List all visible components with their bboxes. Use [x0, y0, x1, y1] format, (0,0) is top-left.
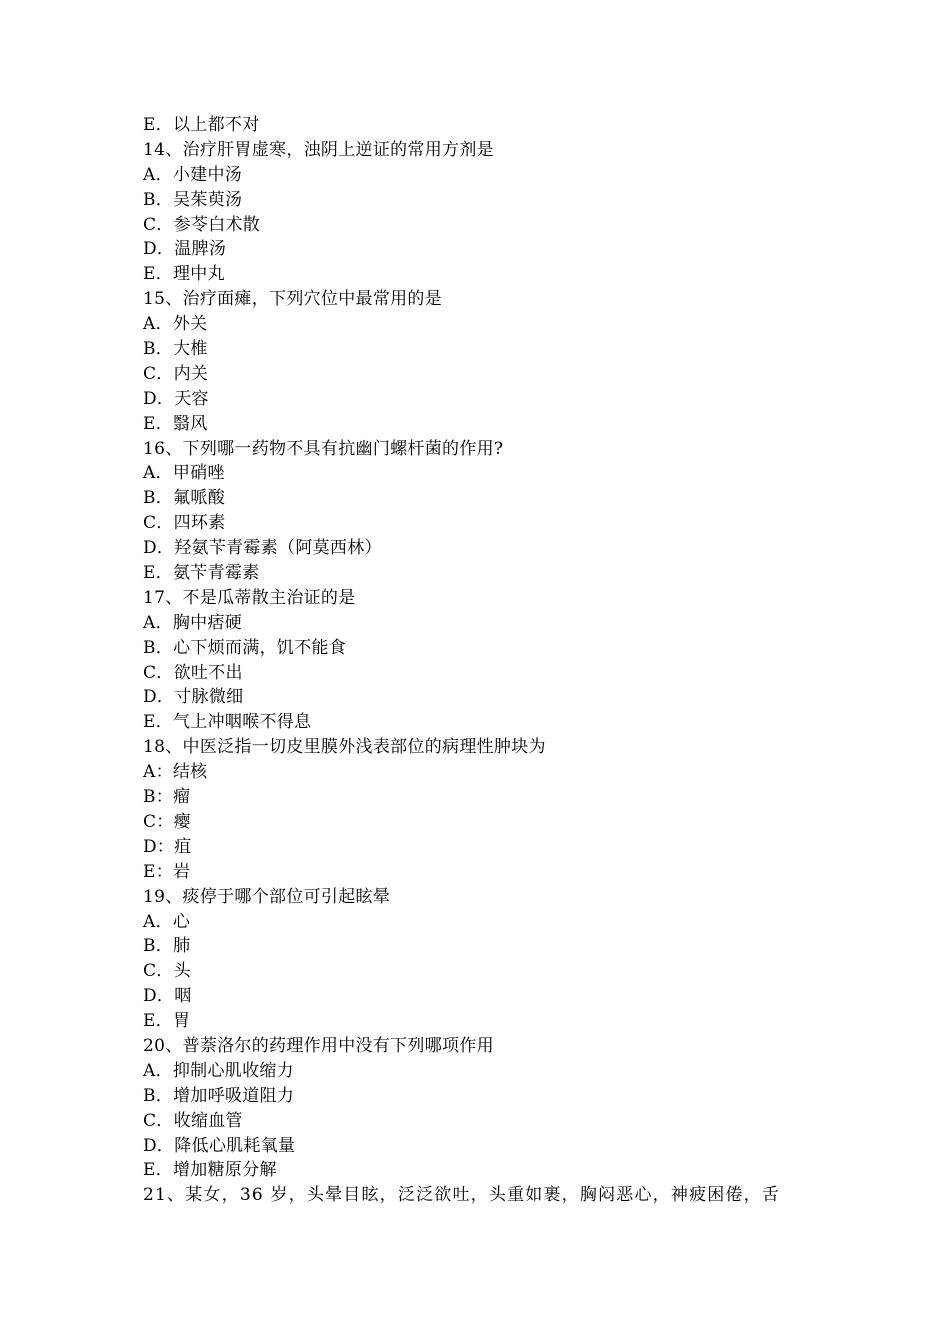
option-line: B．肺 [143, 936, 191, 957]
question-line: 14、治疗肝胃虚寒，浊阴上逆证的常用方剂是 [143, 139, 494, 160]
option-line: A．抑制心肌收缩力 [143, 1060, 294, 1081]
option-line: B．心下烦而满，饥不能食 [143, 637, 347, 658]
question-line: 19、痰停于哪个部位可引起眩晕 [143, 886, 391, 907]
option-line: D．温脾汤 [143, 239, 227, 260]
option-line: B：瘤 [143, 787, 191, 808]
option-line: D．羟氨苄青霉素（阿莫西林） [143, 538, 382, 559]
option-line: E：岩 [143, 861, 191, 882]
option-line: A．胸中痞硬 [143, 612, 243, 633]
document-page [143, 113, 823, 1208]
option-line: C．内关 [143, 363, 209, 384]
option-line: E．气上冲咽喉不得息 [143, 712, 312, 733]
option-line: C．参苓白术散 [143, 214, 261, 235]
question-line: 15、治疗面瘫，下列穴位中最常用的是 [143, 289, 443, 310]
option-line: B．吴茱萸汤 [143, 189, 243, 210]
option-line: A．小建中汤 [143, 164, 243, 185]
option-line: E．以上都不对 [143, 115, 260, 135]
question-line: 17、不是瓜蒂散主治证的是 [143, 587, 356, 608]
option-line: A．心 [143, 911, 191, 932]
option-line: A．外关 [143, 314, 208, 335]
option-line: E．理中丸 [143, 264, 225, 285]
option-line: B．大椎 [143, 339, 208, 360]
option-line: E．氨苄青霉素 [143, 563, 260, 584]
option-line: D．降低心肌耗氧量 [143, 1135, 296, 1156]
question-line: 16、下列哪一药物不具有抗幽门螺杆菌的作用? [143, 438, 504, 459]
question-line: 21、某女，36 岁，头晕目眩，泛泛欲吐，头重如裹，胸闷恶心，神疲困倦，舌 [143, 1185, 781, 1206]
option-line: D．咽 [143, 986, 192, 1007]
option-line: C：瘿 [143, 811, 191, 832]
option-line: B．增加呼吸道阻力 [143, 1085, 295, 1106]
option-line: A．甲硝唑 [143, 463, 225, 484]
option-line: E．胃 [143, 1011, 191, 1032]
option-line: D：疽 [143, 836, 192, 857]
option-line: D．寸脉微细 [143, 687, 244, 708]
option-line: B．氟哌酸 [143, 488, 225, 509]
option-line: C．四环素 [143, 513, 226, 534]
question-line: 20、普萘洛尔的药理作用中没有下列哪项作用 [143, 1035, 494, 1056]
option-line: D．天容 [143, 388, 209, 409]
option-line: E．翳风 [143, 413, 208, 434]
question-line: 18、中医泛指一切皮里膜外浅表部位的病理性肿块为 [143, 737, 546, 758]
option-line: E．增加糖原分解 [143, 1160, 277, 1181]
option-line: C．欲吐不出 [143, 662, 243, 683]
option-line: C．收缩血管 [143, 1110, 243, 1131]
option-line: C．头 [143, 961, 191, 982]
option-line: A：结核 [143, 762, 208, 783]
